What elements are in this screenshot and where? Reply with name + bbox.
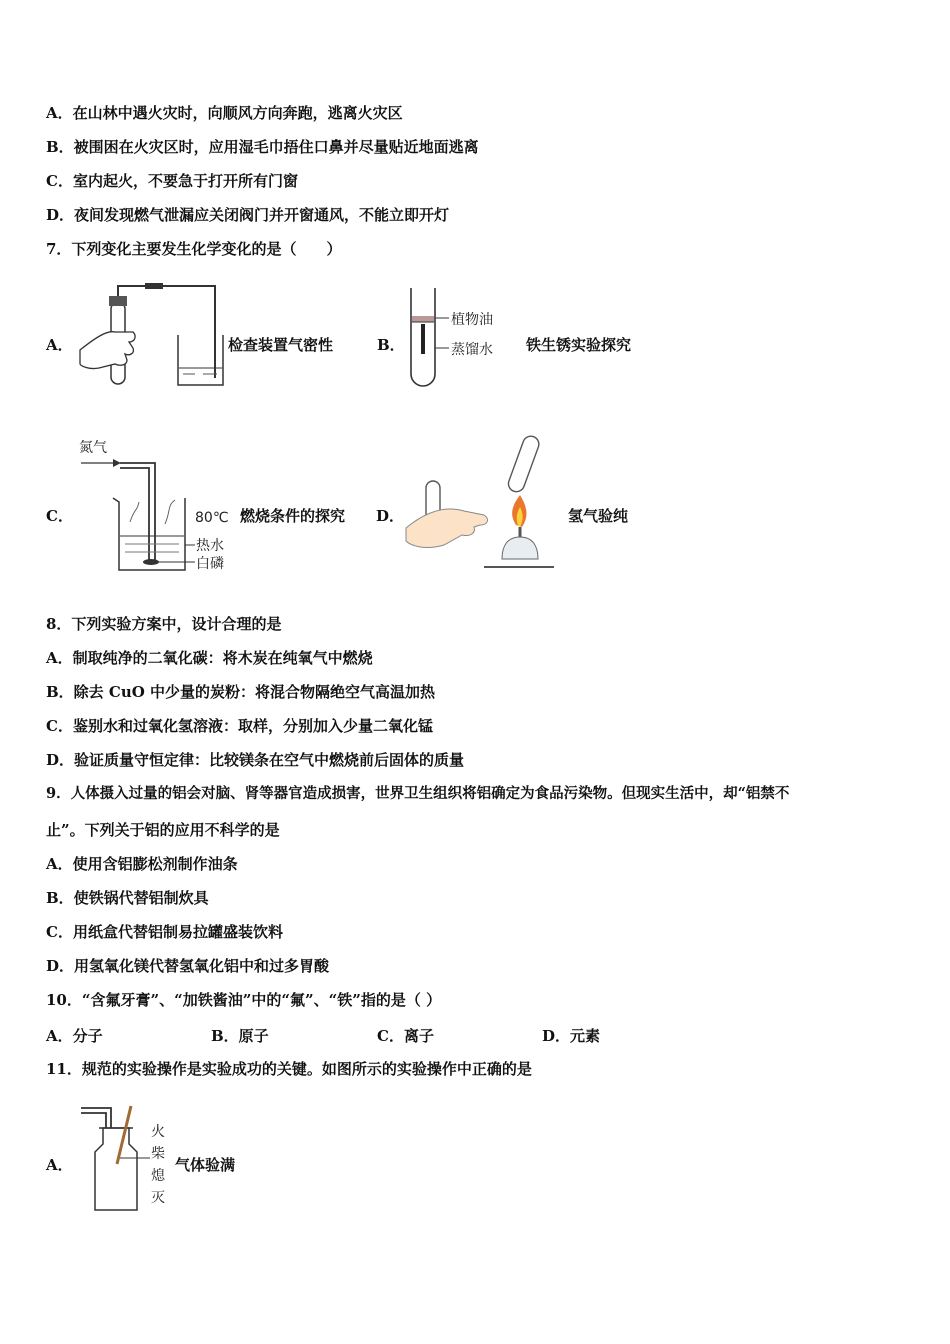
q7-c-figure <box>75 432 240 577</box>
q11-stem: 11．规范的实验操作是实验成功的关键。如图所示的实验操作中正确的是 <box>46 1060 532 1078</box>
q7-c-water-label: 热水 <box>196 538 224 554</box>
q11-a-label-4: 灭 <box>151 1190 165 1206</box>
q10-option-a: A．分子 <box>46 1027 103 1045</box>
q11-a-figure <box>75 1098 175 1213</box>
q6-option-a: A．在山林中遇火灾时，向顺风方向奔跑，逃离火灾区 <box>46 104 403 122</box>
q11-a-label-2: 柴 <box>151 1146 165 1162</box>
q10-option-d: D．元素 <box>542 1027 601 1045</box>
q6-option-b: B．被围困在火灾区时，应用湿毛巾捂住口鼻并尽量贴近地面逃离 <box>46 138 479 156</box>
q9-option-d: D．用氢氧化镁代替氢氧化铝中和过多胃酸 <box>46 957 330 975</box>
q6-option-c: C．室内起火，不要急于打开所有门窗 <box>46 172 298 190</box>
q10-option-b: B．原子 <box>211 1027 269 1045</box>
q8-option-b: B．除去 CuO 中少量的炭粉：将混合物隔绝空气高温加热 <box>46 683 436 701</box>
q7-d-caption: 氢气验纯 <box>568 507 629 525</box>
q11-a-label-1: 火 <box>151 1124 165 1140</box>
q9-option-b: B．使铁锅代替铝制炊具 <box>46 889 209 907</box>
q7-d-label: D． <box>376 507 405 525</box>
q7-b-caption: 铁生锈实验探究 <box>526 336 632 354</box>
q10-stem: 10．“含氟牙膏”、“加铁酱油”中的“氟”、“铁”指的是（ ） <box>46 991 442 1009</box>
q11-a-label: A． <box>46 1156 73 1174</box>
q7-c-gas-label: 氮气 <box>79 440 107 456</box>
q11-a-caption: 气体验满 <box>175 1156 236 1174</box>
q7-b-water-label: 蒸馏水 <box>451 342 493 358</box>
q7-stem: 7．下列变化主要发生化学变化的是（ ） <box>46 240 342 258</box>
q8-option-c: C．鉴别水和过氧化氢溶液：取样，分别加入少量二氧化锰 <box>46 717 433 735</box>
q7-c-p-label: 白磷 <box>196 556 224 572</box>
q11-a-label-3: 熄 <box>151 1168 165 1184</box>
q10-option-c: C．离子 <box>377 1027 434 1045</box>
q7-d-figure <box>404 433 554 573</box>
q7-b-label: B． <box>377 336 405 354</box>
q7-c-temp-label: 80℃ <box>195 510 229 526</box>
q8-option-a: A．制取纯净的二氧化碳：将木炭在纯氧气中燃烧 <box>46 649 373 667</box>
q7-b-oil-label: 植物油 <box>451 312 493 328</box>
q8-stem: 8．下列实验方案中，设计合理的是 <box>46 615 282 633</box>
q7-c-label: C． <box>46 507 73 525</box>
q9-option-a: A．使用含铝膨松剂制作油条 <box>46 855 238 873</box>
q7-b-figure <box>405 284 515 389</box>
q9-stem-line1: 9．人体摄入过量的铝会对脑、肾等器官造成损害，世界卫生组织将铝确定为食品污染物。但现实生活中，却“铝禁不 <box>46 785 790 802</box>
q7-a-figure <box>75 280 225 390</box>
q9-stem-line2: 止”。下列关于铝的应用不科学的是 <box>46 821 280 839</box>
q8-option-d: D．验证质量守恒定律：比较镁条在空气中燃烧前后固体的质量 <box>46 751 465 769</box>
q7-c-caption: 燃烧条件的探究 <box>240 507 346 525</box>
q6-option-d: D．夜间发现燃气泄漏应关闭阀门并开窗通风，不能立即开灯 <box>46 206 450 224</box>
q7-a-caption: 检查装置气密性 <box>228 336 334 354</box>
q7-a-label: A． <box>46 336 73 354</box>
q9-option-c: C．用纸盒代替铝制易拉罐盛装饮料 <box>46 923 283 941</box>
